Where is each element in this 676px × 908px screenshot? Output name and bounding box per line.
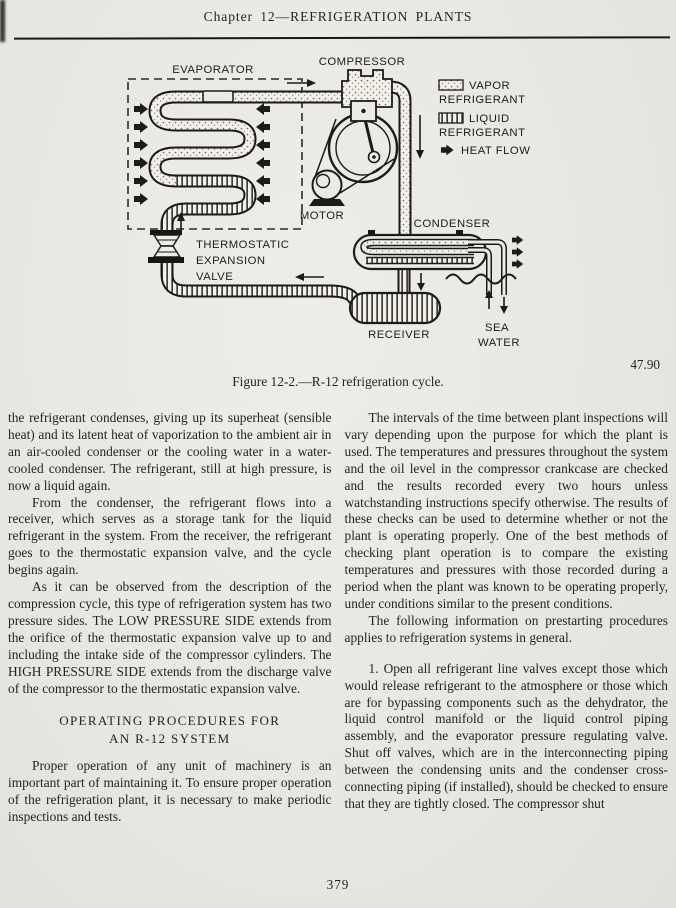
compressor-label: COMPRESSOR bbox=[318, 56, 406, 68]
left-column bbox=[8, 410, 332, 826]
valve-label-line2: EXPANSION bbox=[196, 255, 266, 267]
section-heading bbox=[8, 712, 332, 747]
photo-number: 47.90 bbox=[630, 357, 660, 372]
receiver-tank bbox=[350, 293, 440, 323]
legend-vapor-line2: REFRIGERANT bbox=[439, 94, 526, 106]
legend-liquid-line2: REFRIGERANT bbox=[439, 127, 526, 139]
refrigeration-cycle-diagram bbox=[0, 55, 676, 355]
figure-caption: Figure 12-2.—R-12 refrigeration cycle. bbox=[232, 374, 444, 389]
chapter-header: Chapter 12—REFRIGERATION PLANTS bbox=[203, 9, 473, 24]
section-heading-line2: AN R-12 SYSTEM bbox=[108, 730, 231, 746]
sensing-bulb bbox=[203, 91, 233, 102]
body-text-columns bbox=[8, 410, 668, 826]
section-heading-line1: OPERATING PROCEDURES FOR bbox=[59, 713, 281, 729]
heat-flow-arrow-icon bbox=[441, 145, 454, 156]
evaporator-label: EVAPORATOR bbox=[172, 64, 254, 76]
paragraph: Proper operation of any unit of machinery is an important part of maintaining it. To ensure proper operation of the refrigeration plant, it is necessary to make periodic inspections and tests. bbox=[8, 758, 332, 825]
thermostatic-expansion-valve bbox=[148, 230, 184, 263]
numbered-step-1: 1. Open all refrigerant line valves except those which would release refrigerant to the atmosphere or those which are for bypassing components such as the dehydrator, the liquid control manifold or the liquid control piping assembly, and the evaporator pressure regulating valve. Shut off valves, which are in the interconnecting piping between the condensing units and the condenser cross-connecting piping (if installed), should be checked to ensure that they are tightly closed. The compressor shut bbox=[344, 660, 668, 811]
condenser-assembly bbox=[354, 230, 486, 269]
header-rule bbox=[14, 36, 670, 40]
liquid-swatch-icon bbox=[439, 113, 463, 123]
paragraph: The following information on prestarting procedures applies to refrigeration systems in general. bbox=[344, 612, 668, 645]
motor-label: MOTOR bbox=[299, 210, 345, 222]
sea-water-label-line2: WATER bbox=[477, 337, 521, 349]
page-number: 379 bbox=[326, 877, 350, 892]
right-column bbox=[345, 410, 669, 826]
paragraph: the refrigerant condenses, giving up its superheat (sensible heat) and its latent heat of vaporization to the ambient air in an air-cooled condenser or the cooling water in a water-cooled condenser. The refrigerant, still at high pressure, is now a liquid again. bbox=[8, 410, 332, 493]
receiver-label: RECEIVER bbox=[368, 329, 430, 341]
condenser-heat-out-arrows bbox=[512, 235, 523, 269]
sea-water-label-line1: SEA bbox=[484, 322, 510, 334]
vapor-swatch-icon bbox=[439, 80, 463, 90]
paragraph: The intervals of the time between plant inspections will vary depending upon the purpose for which the plant is used. The temperatures and pressures throughout the system and the oil level in the compressor crankcase are checked and the results recorded every two hours unless watchstanding instructions specify otherwise. The results of these checks can be used to determine whether or not the plant is operating properly. One of the best methods of checking plant operation is to compare the existing temperatures and pressures with those recorded during a period when the plant was known to be operating properly, under conditions similar to the present conditions. bbox=[344, 410, 668, 611]
paragraph: From the condenser, the refrigerant flows into a receiver, which serves as a storage tank for the liquid refrigerant in the system. From the receiver, the refrigerant goes to the thermostatic expansion valve, and the cycle begins again. bbox=[8, 494, 332, 578]
condenser-label: CONDENSER bbox=[413, 218, 491, 230]
paragraph: As it can be observed from the description of the compression cycle, this type of refrigeration system has two pressure sides. The LOW PRESSURE SIDE extends from the orifice of the thermostatic expansion valve up to and including the intake side of the compressor cylinders. The HIGH PRESSURE SIDE extends from the discharge valve of the compressor to the thermostatic expansion valve. bbox=[8, 579, 332, 696]
valve-label-line3: VALVE bbox=[196, 271, 234, 283]
legend-liquid-line1: LIQUID bbox=[469, 113, 510, 125]
valve-label-line1: THERMOSTATIC bbox=[196, 239, 290, 251]
compressor-assembly bbox=[329, 70, 397, 182]
legend-heat-flow: HEAT FLOW bbox=[461, 145, 531, 157]
diagram-legend bbox=[439, 80, 530, 157]
legend-vapor-line1: VAPOR bbox=[469, 80, 511, 92]
